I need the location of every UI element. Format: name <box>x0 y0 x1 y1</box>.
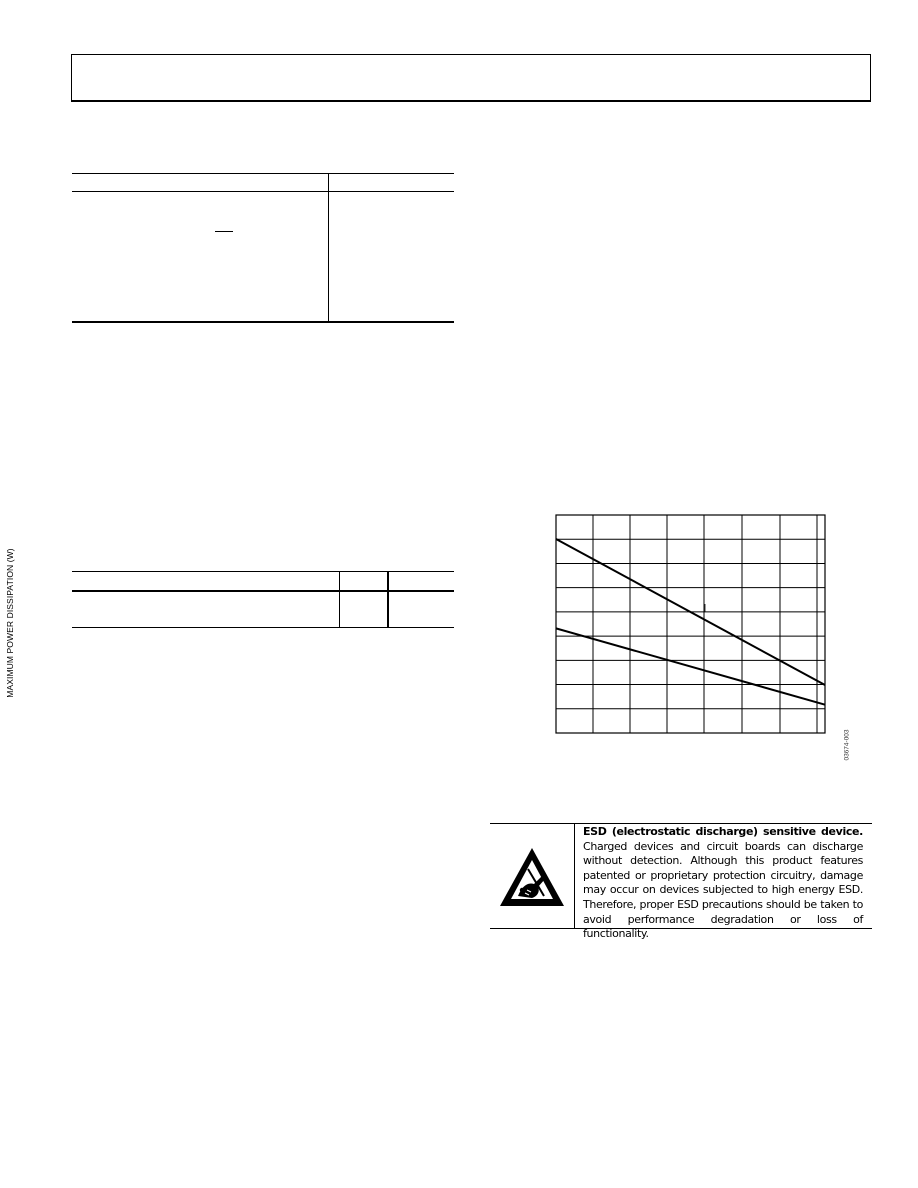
table-header-rule <box>72 191 454 192</box>
table-bottom-rule <box>72 627 454 628</box>
page-header-box <box>71 54 871 102</box>
chart-plot <box>520 505 850 765</box>
chart-frame <box>556 515 825 733</box>
table-top-rule <box>72 173 454 174</box>
figure-id-text: 03674-003 <box>843 729 851 761</box>
chart-y-axis-label-text: MAXIMUM POWER DISSIPATION (W) <box>5 548 15 698</box>
absolute-maximum-ratings-table <box>72 173 454 324</box>
table-header-rule <box>72 590 454 592</box>
esd-warning-icon <box>498 846 566 908</box>
table-column-divider <box>339 571 340 628</box>
table-column-divider <box>328 173 329 322</box>
esd-text <box>583 825 863 942</box>
overbar-mark <box>215 231 233 232</box>
chart-series-line-2 <box>556 628 825 704</box>
esd-caution-box <box>490 823 872 941</box>
esd-title: ESD (electrostatic discharge) sensitive device. <box>583 825 863 838</box>
table-top-rule <box>72 571 454 572</box>
table-bottom-rule <box>72 321 454 323</box>
esd-divider <box>574 824 575 928</box>
esd-body: Charged devices and circuit boards can discharge without detection. Although this product features patented or proprietary protection circuitry, damage may occur on devices subjected to high energy ESD. Therefore, proper ESD precautions should be taken to avoid performance degradation or loss of functionality. <box>583 839 863 941</box>
table-column-divider <box>387 571 389 628</box>
thermal-resistance-table <box>72 571 454 630</box>
power-dissipation-chart <box>520 505 850 765</box>
